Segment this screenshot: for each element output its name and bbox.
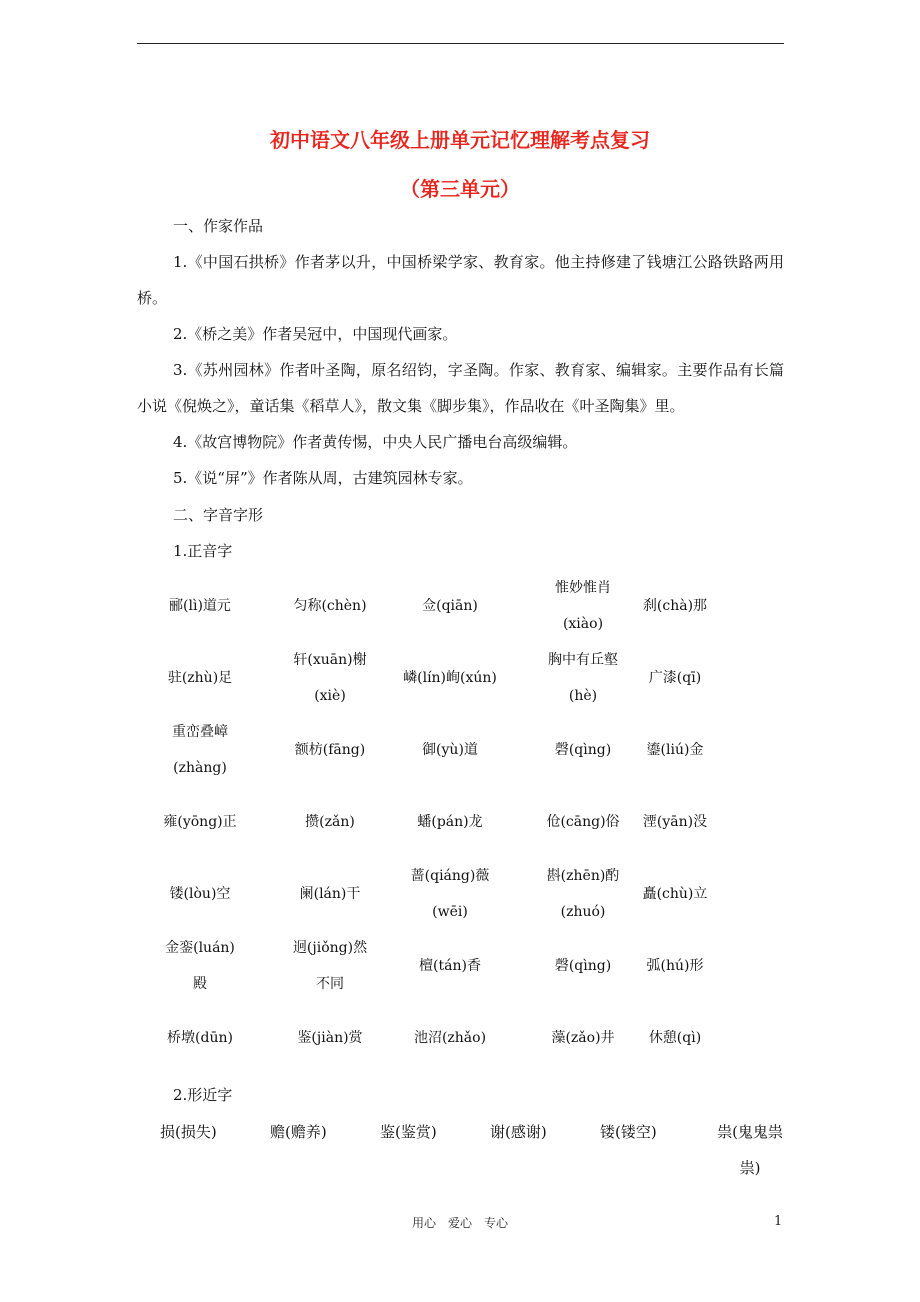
page-number: 1 xyxy=(774,1214,783,1229)
table-cell: 额枋(fāng) xyxy=(294,742,366,758)
author-item-3: 3.《苏州园林》作者叶圣陶，原名绍钧，字圣陶。作家、教育家、编辑家。主要作品有长篇小说《倪焕之》，童话集《稻草人》，散文集《脚步集》，作品收在《叶圣陶集》里。 xyxy=(137,361,784,415)
author-item-4: 4.《故宫博物院》作者黄传惕，中央人民广播电台高级编辑。 xyxy=(173,433,578,451)
table-cell: 磬(qìng) xyxy=(554,742,612,758)
pronunciation-table xyxy=(160,570,790,1074)
document-title: 初中语文八年级上册单元记忆理解考点复习 xyxy=(270,128,650,152)
table-cell: 鎏(liú)金 xyxy=(646,742,704,758)
similar-item: 鉴(鉴赏) xyxy=(380,1123,437,1141)
table-cell: 镂(lòu)空 xyxy=(169,886,231,902)
table-row xyxy=(160,930,790,1002)
table-cell: 御(yù)道 xyxy=(422,742,478,758)
table-cell: 胸中有丘壑(hè) xyxy=(548,652,618,704)
table-cell: 嶙(lín)峋(xún) xyxy=(403,670,497,686)
table-cell: 池沼(zhǎo) xyxy=(413,1030,487,1046)
table-cell: 蟠(pán)龙 xyxy=(417,814,483,830)
similar-characters-row xyxy=(160,1114,790,1186)
table-cell: 金銮(luán)殿 xyxy=(165,940,235,992)
similar-item: 谢(感谢) xyxy=(490,1123,547,1141)
header-rule xyxy=(137,43,784,44)
table-row xyxy=(160,1002,790,1074)
table-cell: 刹(chà)那 xyxy=(642,598,708,614)
author-item-1: 1.《中国石拱桥》作者茅以升，中国桥梁学家、教育家。他主持修建了钱塘江公路铁路两用桥。 xyxy=(137,253,784,307)
table-cell: 迥(jiǒng)然不同 xyxy=(292,940,368,992)
table-row xyxy=(160,786,790,858)
table-cell: 蔷(qiáng)薇(wēi) xyxy=(410,868,490,920)
table-cell: 桥墩(dūn) xyxy=(167,1030,233,1046)
similar-item: 镂(镂空) xyxy=(600,1123,657,1141)
page-footer: 用心 爱心 专心 xyxy=(411,1216,508,1230)
subheading-similar-characters: 2.形近字 xyxy=(173,1086,233,1104)
table-cell: 藻(zǎo)井 xyxy=(551,1030,615,1046)
similar-item: 损(损失) xyxy=(160,1123,217,1141)
table-cell: 佥(qiān) xyxy=(422,598,478,614)
similar-item: 赡(赡养) xyxy=(270,1123,327,1141)
table-cell: 矗(chù)立 xyxy=(642,886,708,902)
section-heading-pronunciation: 二、字音字形 xyxy=(173,506,264,524)
table-cell: 檀(tán)香 xyxy=(419,958,481,974)
table-cell: 斟(zhēn)酌(zhuó) xyxy=(546,868,620,920)
table-cell: 攒(zǎn) xyxy=(305,814,355,830)
table-cell: 湮(yān)没 xyxy=(642,814,708,830)
table-row xyxy=(160,642,790,714)
subheading-correct-pronunciation: 1.正音字 xyxy=(173,542,233,560)
table-cell: 郦(lì)道元 xyxy=(169,598,231,614)
table-row xyxy=(160,714,790,786)
author-item-2: 2.《桥之美》作者吴冠中，中国现代画家。 xyxy=(173,325,458,343)
table-cell: 鉴(jiàn)赏 xyxy=(297,1030,363,1046)
table-cell: 重峦叠嶂(zhàng) xyxy=(172,724,228,776)
table-cell: 伧(cāng)俗 xyxy=(546,814,620,830)
document-subtitle: （第三单元） xyxy=(400,177,520,201)
table-cell: 匀称(chèn) xyxy=(293,598,367,614)
table-cell: 休憩(qì) xyxy=(648,1030,702,1046)
table-cell: 驻(zhù)足 xyxy=(167,670,233,686)
table-cell: 轩(xuān)榭(xiè) xyxy=(293,652,367,704)
table-cell: 广漆(qī) xyxy=(648,670,702,686)
table-cell: 弧(hú)形 xyxy=(646,958,704,974)
author-item-5: 5.《说“屏”》作者陈从周，古建筑园林专家。 xyxy=(173,469,473,487)
table-cell: 阑(lán)干 xyxy=(299,886,361,902)
section-heading-authors: 一、作家作品 xyxy=(173,217,264,235)
table-row xyxy=(160,858,790,930)
similar-item: 祟(鬼鬼祟祟) xyxy=(717,1123,783,1177)
table-cell: 惟妙惟肖(xiào) xyxy=(555,580,611,632)
table-cell: 磬(qìng) xyxy=(554,958,612,974)
table-row xyxy=(160,570,790,642)
table-cell: 雍(yōng)正 xyxy=(163,814,237,830)
